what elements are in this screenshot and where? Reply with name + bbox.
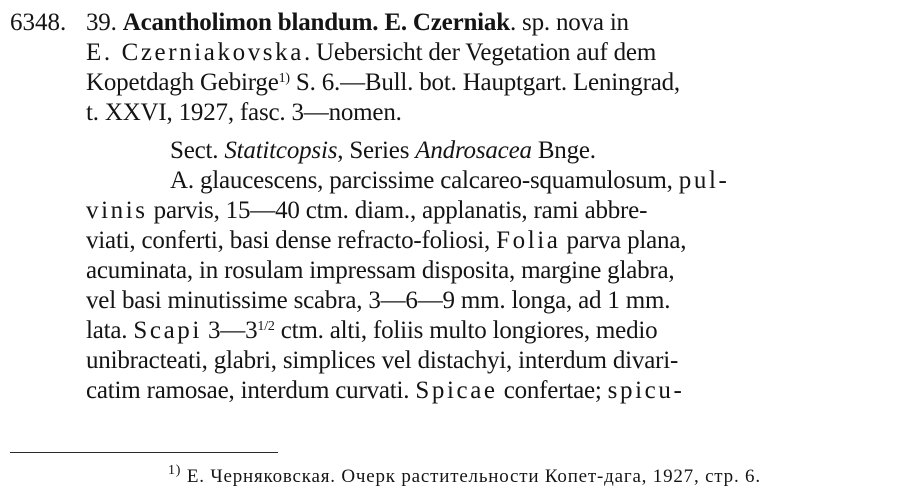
series-name: Androsacea xyxy=(415,137,532,164)
entry-line-3-rest: S. 6.—Bull. bot. Hauptgart. Leningrad, xyxy=(289,69,680,96)
species-number: 39. xyxy=(86,9,117,36)
section-authority: Bnge. xyxy=(531,137,596,164)
description-text: A. glaucescens, parcissime calcareo-squamulosum, xyxy=(170,167,679,194)
series-prefix: , Series xyxy=(337,137,416,164)
description-line-1 xyxy=(170,166,729,196)
entry-line-2 xyxy=(86,38,656,68)
description-text: catim ramosae, interdum curvati. xyxy=(86,377,416,404)
description-spaced-term: vinis xyxy=(86,197,148,224)
description-spaced-term: Spicae xyxy=(415,377,498,404)
description-text: viati, conferti, basi dense refracto-foliosi, xyxy=(86,227,497,254)
description-line-8 xyxy=(86,376,684,406)
fraction: 1/2 xyxy=(257,319,275,334)
description-spaced-term: Folia xyxy=(496,227,561,254)
species-status: . sp. nova in xyxy=(509,9,629,36)
entry-line-3-text: Kopetdagh Gebirge xyxy=(86,69,279,96)
description-line-5: vel basi minutissime scabra, 3—6—9 mm. longa, ad 1 mm. xyxy=(86,287,671,314)
description-spaced-term: Scapi xyxy=(133,317,202,344)
description-line-3 xyxy=(86,226,686,256)
species-name: Acantholimon blandum. E. Czerniak xyxy=(122,9,510,36)
description-text: parvis, 15—40 ctm. diam., applanatis, rami abbre- xyxy=(147,197,648,224)
description-line-2 xyxy=(86,196,647,226)
description-text: confertae; xyxy=(497,377,608,404)
footnote xyxy=(168,464,761,490)
footnote-reference: 1) xyxy=(278,71,290,86)
catalog-number: 6348. xyxy=(10,9,67,36)
section-line xyxy=(170,136,596,166)
footnote-divider xyxy=(10,452,278,453)
entry-line-1 xyxy=(86,8,629,38)
entry-line-2-text: . Uebersicht der Vegetation auf dem xyxy=(303,39,657,66)
description-spaced-term: spicu- xyxy=(607,377,685,404)
entry-line-3 xyxy=(86,68,680,98)
description-text: parva plana, xyxy=(560,227,687,254)
description-text: ctm. alti, foliis multo longiores, medio xyxy=(274,317,658,344)
entry-line-4: t. XXVI, 1927, fasc. 3—nomen. xyxy=(86,99,402,126)
footnote-text: Е. Черняковская. Очерк растительности Копет-дага, 1927, стр. 6. xyxy=(181,466,761,487)
section-name: Statitcopsis xyxy=(224,137,338,164)
description-line-7: unibracteati, glabri, simplices vel distachyi, interdum divari- xyxy=(86,347,679,374)
description-line-4: acuminata, in rosulam impressam disposita, margine glabra, xyxy=(86,257,675,284)
description-line-6 xyxy=(86,316,657,346)
footnote-marker: 1) xyxy=(168,463,182,478)
description-spaced-term: pul- xyxy=(678,167,730,194)
description-text: 3—3 xyxy=(201,317,258,344)
description-text: lata. xyxy=(86,317,134,344)
section-prefix: Sect. xyxy=(170,137,225,164)
author-name: E. Czerniakovska xyxy=(86,39,304,66)
